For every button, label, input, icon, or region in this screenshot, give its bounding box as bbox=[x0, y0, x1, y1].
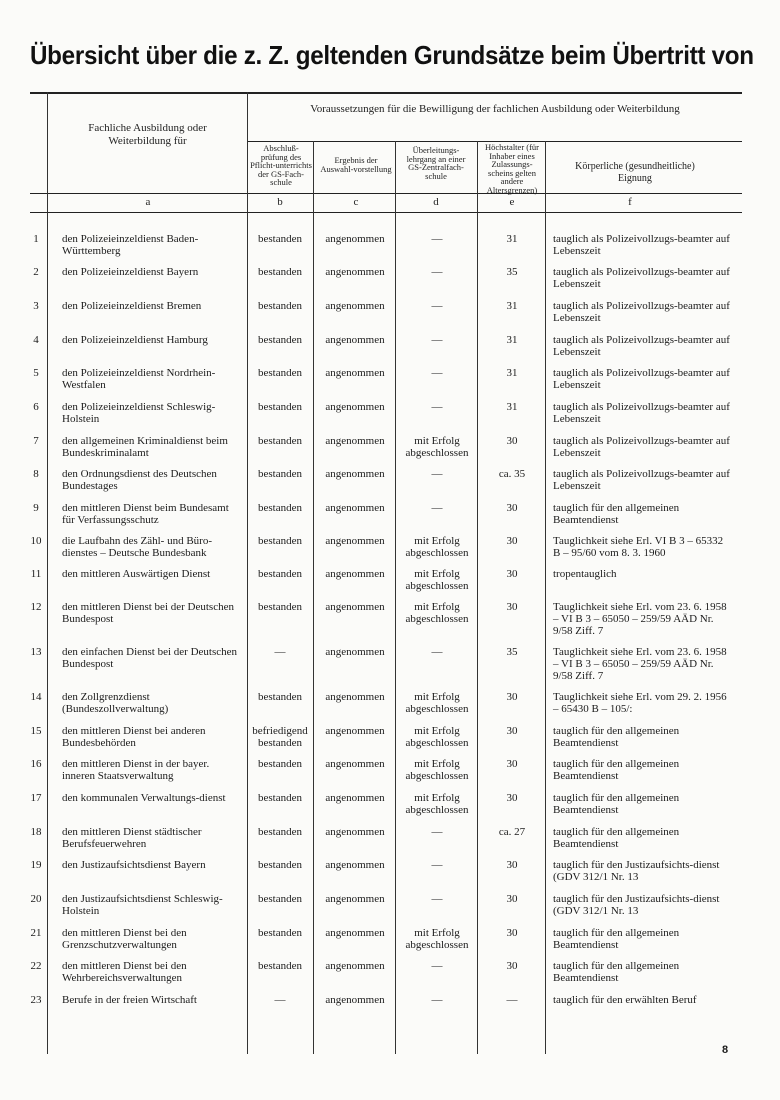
table-row bbox=[0, 646, 780, 690]
cell-exam: — bbox=[274, 646, 286, 658]
column-letter-e: e bbox=[509, 196, 515, 208]
cell-selection: angenommen bbox=[325, 691, 385, 703]
cell-selection: angenommen bbox=[325, 893, 385, 905]
cell-max-age: 30 bbox=[506, 535, 518, 547]
cell-fitness: Tauglichkeit siehe Erl. vom 29. 2. 1956 – 65430 B – 105/: bbox=[553, 691, 727, 715]
cell-selection: angenommen bbox=[325, 334, 385, 346]
cell-fitness: tauglich für den Justizaufsichts-dienst (GDV 312/1 Nr. 13 bbox=[553, 859, 720, 883]
cell-training: den Polizeieinzeldienst Baden-Württemberg bbox=[62, 233, 199, 257]
row-number: 10 bbox=[30, 535, 42, 547]
cell-max-age: 31 bbox=[506, 300, 518, 312]
cell-training: den Polizeieinzeldienst Nordrhein-Westfalen bbox=[62, 367, 216, 391]
cell-training: den mittleren Dienst städtischer Berufsfeuerwehren bbox=[62, 826, 202, 850]
cell-selection: angenommen bbox=[325, 758, 385, 770]
table-row bbox=[0, 826, 780, 860]
cell-course: — bbox=[431, 994, 443, 1006]
cell-fitness: tauglich als Polizeivollzugs-beamter auf Lebenszeit bbox=[553, 435, 730, 459]
cell-fitness: tauglich für den allgemeinen Beamtendienst bbox=[553, 927, 680, 951]
row-number: 6 bbox=[33, 401, 39, 413]
cell-max-age: 30 bbox=[506, 691, 518, 703]
row-number: 3 bbox=[33, 300, 39, 312]
cell-training: den kommunalen Verwaltungs-dienst bbox=[62, 792, 226, 804]
cell-max-age: 30 bbox=[506, 568, 518, 580]
row-number: 15 bbox=[30, 725, 42, 737]
cell-exam: bestanden bbox=[258, 927, 302, 939]
table-row bbox=[0, 468, 780, 502]
cell-max-age: 35 bbox=[506, 266, 518, 278]
cell-course: — bbox=[431, 300, 443, 312]
cell-max-age: 30 bbox=[506, 927, 518, 939]
cell-training: den mittleren Dienst in der bayer. inneren Staatsverwaltung bbox=[62, 758, 210, 782]
cell-selection: angenommen bbox=[325, 367, 385, 379]
column-letter-d: d bbox=[433, 196, 439, 208]
table-row bbox=[0, 927, 780, 961]
cell-exam: bestanden bbox=[258, 758, 302, 770]
column-letter-c: c bbox=[353, 196, 359, 208]
cell-fitness: tauglich als Polizeivollzugs-beamter auf Lebenszeit bbox=[553, 233, 730, 257]
cell-training: Berufe in der freien Wirtschaft bbox=[62, 994, 197, 1006]
cell-selection: angenommen bbox=[325, 535, 385, 547]
row-number: 22 bbox=[30, 960, 42, 972]
cell-training: den mittleren Auswärtigen Dienst bbox=[62, 568, 211, 580]
cell-course: — bbox=[431, 893, 443, 905]
cell-course: — bbox=[431, 401, 443, 413]
column-letter-a: a bbox=[145, 196, 151, 208]
cell-exam: bestanden bbox=[258, 401, 302, 413]
cell-selection: angenommen bbox=[325, 927, 385, 939]
cell-exam: bestanden bbox=[258, 266, 302, 278]
header-top-rule bbox=[30, 92, 742, 94]
header-col-b: Abschluß-prüfung des Pflicht-unterrichts der GS-Fach-schule bbox=[250, 143, 312, 187]
cell-fitness: tauglich für den allgemeinen Beamtendienst bbox=[553, 502, 680, 526]
cell-max-age: 30 bbox=[506, 502, 518, 514]
cell-course: mit Erfolg abgeschlossen bbox=[405, 568, 469, 592]
cell-selection: angenommen bbox=[325, 994, 385, 1006]
cell-exam: bestanden bbox=[258, 535, 302, 547]
cell-course: mit Erfolg abgeschlossen bbox=[405, 601, 469, 625]
row-number: 8 bbox=[33, 468, 39, 480]
header-col-c: Ergebnis der Auswahl-vorstellung bbox=[320, 155, 392, 174]
cell-training: den einfachen Dienst bei der Deutschen Bundespost bbox=[62, 646, 238, 670]
cell-course: mit Erfolg abgeschlossen bbox=[405, 535, 469, 559]
cell-course: mit Erfolg abgeschlossen bbox=[405, 435, 469, 459]
cell-exam: bestanden bbox=[258, 960, 302, 972]
cell-training: den Polizeieinzeldienst Bayern bbox=[62, 266, 199, 278]
table-row bbox=[0, 859, 780, 893]
cell-exam: bestanden bbox=[258, 826, 302, 838]
cell-course: — bbox=[431, 334, 443, 346]
row-number: 20 bbox=[30, 893, 42, 905]
cell-exam: bestanden bbox=[258, 893, 302, 905]
cell-max-age: 30 bbox=[506, 758, 518, 770]
cell-max-age: 30 bbox=[506, 893, 518, 905]
cell-fitness: tauglich als Polizeivollzugs-beamter auf Lebenszeit bbox=[553, 367, 730, 391]
cell-max-age: 31 bbox=[506, 367, 518, 379]
cell-training: den mittleren Dienst bei den Grenzschutzverwaltungen bbox=[62, 927, 187, 951]
cell-fitness: tauglich als Polizeivollzugs-beamter auf Lebenszeit bbox=[553, 468, 730, 492]
cell-training: den Polizeieinzeldienst Bremen bbox=[62, 300, 202, 312]
table-row bbox=[0, 994, 780, 1028]
cell-selection: angenommen bbox=[325, 859, 385, 871]
cell-exam: befriedigend bestanden bbox=[252, 725, 308, 749]
row-number: 9 bbox=[33, 502, 39, 514]
cell-selection: angenommen bbox=[325, 826, 385, 838]
header-col-f: Körperliche (gesundheitliche) Eignung bbox=[575, 161, 695, 184]
table-row bbox=[0, 691, 780, 725]
cell-training: den Justizaufsichtsdienst Bayern bbox=[62, 859, 206, 871]
header-bottom-rule bbox=[30, 193, 742, 194]
header-col-e: Höchstalter (für Inhaber eines Zulassungs-scheins gelten andere Altersgrenzen) bbox=[484, 142, 540, 195]
cell-fitness: tauglich für den Justizaufsichts-dienst (GDV 312/1 Nr. 13 bbox=[553, 893, 720, 917]
cell-max-age: 30 bbox=[506, 792, 518, 804]
row-number: 18 bbox=[30, 826, 42, 838]
table-row bbox=[0, 233, 780, 267]
cell-fitness: tropentauglich bbox=[553, 568, 617, 580]
cell-max-age: — bbox=[506, 994, 518, 1006]
cell-selection: angenommen bbox=[325, 435, 385, 447]
cell-fitness: tauglich als Polizeivollzugs-beamter auf Lebenszeit bbox=[553, 334, 730, 358]
cell-course: — bbox=[431, 826, 443, 838]
cell-course: mit Erfolg abgeschlossen bbox=[405, 792, 469, 816]
cell-training: den mittleren Dienst bei anderen Bundesbehörden bbox=[62, 725, 206, 749]
cell-selection: angenommen bbox=[325, 502, 385, 514]
table-header bbox=[0, 0, 780, 230]
table-row bbox=[0, 568, 780, 602]
cell-selection: angenommen bbox=[325, 468, 385, 480]
cell-selection: angenommen bbox=[325, 300, 385, 312]
cell-training: den mittleren Dienst bei der Deutschen Bundespost bbox=[62, 601, 234, 625]
cell-training: den Zollgrenzdienst (Bundeszollverwaltung) bbox=[62, 691, 169, 715]
row-number: 12 bbox=[30, 601, 42, 613]
cell-fitness: tauglich als Polizeivollzugs-beamter auf Lebenszeit bbox=[553, 401, 730, 425]
cell-selection: angenommen bbox=[325, 792, 385, 804]
cell-exam: bestanden bbox=[258, 367, 302, 379]
cell-course: mit Erfolg abgeschlossen bbox=[405, 691, 469, 715]
row-number: 23 bbox=[30, 994, 42, 1006]
cell-training: den Polizeieinzeldienst Schleswig-Holstein bbox=[62, 401, 216, 425]
cell-selection: angenommen bbox=[325, 646, 385, 658]
cell-max-age: ca. 27 bbox=[498, 826, 526, 838]
row-number: 21 bbox=[30, 927, 42, 939]
cell-training: den Justizaufsichtsdienst Schleswig-Holstein bbox=[62, 893, 223, 917]
cell-exam: bestanden bbox=[258, 601, 302, 613]
row-number: 2 bbox=[33, 266, 39, 278]
cell-exam: bestanden bbox=[258, 233, 302, 245]
cell-exam: bestanden bbox=[258, 334, 302, 346]
column-letter-f: f bbox=[628, 196, 632, 208]
cell-course: — bbox=[431, 266, 443, 278]
row-number: 7 bbox=[33, 435, 39, 447]
row-number: 11 bbox=[30, 568, 42, 580]
cell-exam: bestanden bbox=[258, 468, 302, 480]
cell-selection: angenommen bbox=[325, 233, 385, 245]
cell-max-age: 30 bbox=[506, 859, 518, 871]
table-row bbox=[0, 893, 780, 927]
cell-exam: bestanden bbox=[258, 435, 302, 447]
table-row bbox=[0, 601, 780, 645]
table-row bbox=[0, 435, 780, 469]
cell-course: mit Erfolg abgeschlossen bbox=[405, 758, 469, 782]
cell-max-age: ca. 35 bbox=[498, 468, 526, 480]
row-number: 4 bbox=[33, 334, 39, 346]
page-number: 8 bbox=[722, 1044, 729, 1056]
cell-exam: bestanden bbox=[258, 792, 302, 804]
cell-training: den Polizeieinzeldienst Hamburg bbox=[62, 334, 208, 346]
cell-course: — bbox=[431, 233, 443, 245]
cell-exam: — bbox=[274, 994, 286, 1006]
cell-selection: angenommen bbox=[325, 568, 385, 580]
cell-selection: angenommen bbox=[325, 960, 385, 972]
cell-course: — bbox=[431, 646, 443, 658]
letters-bottom-rule bbox=[30, 212, 742, 213]
table-row bbox=[0, 367, 780, 401]
cell-fitness: tauglich für den erwählten Beruf bbox=[553, 994, 697, 1006]
table-row bbox=[0, 300, 780, 334]
row-number: 16 bbox=[30, 758, 42, 770]
cell-selection: angenommen bbox=[325, 266, 385, 278]
row-number: 5 bbox=[33, 367, 39, 379]
table-row bbox=[0, 535, 780, 569]
row-number: 13 bbox=[30, 646, 42, 658]
cell-selection: angenommen bbox=[325, 601, 385, 613]
cell-max-age: 31 bbox=[506, 401, 518, 413]
table-row bbox=[0, 758, 780, 792]
header-col-d: Überleitungs-lehrgang an einer GS-Zentralfach-schule bbox=[406, 145, 466, 181]
cell-course: — bbox=[431, 502, 443, 514]
cell-training: den mittleren Dienst beim Bundesamt für Verfassungsschutz bbox=[62, 502, 229, 526]
cell-course: — bbox=[431, 859, 443, 871]
cell-max-age: 30 bbox=[506, 960, 518, 972]
cell-fitness: tauglich für den allgemeinen Beamtendienst bbox=[553, 826, 680, 850]
cell-exam: bestanden bbox=[258, 502, 302, 514]
column-letter-b: b bbox=[277, 196, 283, 208]
table-row bbox=[0, 401, 780, 435]
cell-training: den mittleren Dienst bei den Wehrbereichsverwaltungen bbox=[62, 960, 187, 984]
cell-fitness: tauglich für den allgemeinen Beamtendienst bbox=[553, 725, 680, 749]
table-row bbox=[0, 725, 780, 759]
cell-course: mit Erfolg abgeschlossen bbox=[405, 725, 469, 749]
cell-fitness: tauglich für den allgemeinen Beamtendienst bbox=[553, 792, 680, 816]
cell-course: — bbox=[431, 468, 443, 480]
cell-selection: angenommen bbox=[325, 725, 385, 737]
cell-exam: bestanden bbox=[258, 568, 302, 580]
cell-max-age: 30 bbox=[506, 435, 518, 447]
header-group: Voraussetzungen für die Bewilligung der fachlichen Ausbildung oder Weiterbildung bbox=[310, 103, 680, 115]
cell-selection: angenommen bbox=[325, 401, 385, 413]
cell-training: die Laufbahn des Zähl- und Büro-dienstes – Deutsche Bundesbank bbox=[62, 535, 212, 559]
cell-max-age: 31 bbox=[506, 233, 518, 245]
cell-course: — bbox=[431, 960, 443, 972]
cell-course: — bbox=[431, 367, 443, 379]
table-row bbox=[0, 334, 780, 368]
table-row bbox=[0, 502, 780, 536]
table-row bbox=[0, 792, 780, 826]
page-title: Übersicht über die z. Z. geltenden Grundsätze beim Übertritt von bbox=[30, 40, 754, 70]
cell-course: mit Erfolg abgeschlossen bbox=[405, 927, 469, 951]
row-number: 19 bbox=[30, 859, 42, 871]
cell-training: den Ordnungsdienst des Deutschen Bundestages bbox=[62, 468, 217, 492]
cell-fitness: Tauglichkeit siehe Erl. vom 23. 6. 1958 – VI B 3 – 65050 – 259/59 AÄD Nr. 9/58 Ziff. 7 bbox=[553, 646, 727, 682]
cell-max-age: 31 bbox=[506, 334, 518, 346]
table-row bbox=[0, 266, 780, 300]
cell-fitness: tauglich für den allgemeinen Beamtendienst bbox=[553, 960, 680, 984]
cell-fitness: Tauglichkeit siehe Erl. VI B 3 – 65332 B – 95/60 vom 8. 3. 1960 bbox=[553, 535, 724, 559]
cell-fitness: tauglich als Polizeivollzugs-beamter auf Lebenszeit bbox=[553, 266, 730, 290]
cell-fitness: tauglich für den allgemeinen Beamtendienst bbox=[553, 758, 680, 782]
cell-fitness: tauglich als Polizeivollzugs-beamter auf Lebenszeit bbox=[553, 300, 730, 324]
cell-fitness: Tauglichkeit siehe Erl. vom 23. 6. 1958 – VI B 3 – 65050 – 259/59 AÄD Nr. 9/58 Ziff. 7 bbox=[553, 601, 727, 637]
row-number: 1 bbox=[33, 233, 39, 245]
row-number: 14 bbox=[30, 691, 42, 703]
cell-max-age: 30 bbox=[506, 601, 518, 613]
header-col-a: Fachliche Ausbildung oder Weiterbildung für bbox=[88, 122, 207, 148]
cell-exam: bestanden bbox=[258, 859, 302, 871]
table-row bbox=[0, 960, 780, 994]
cell-exam: bestanden bbox=[258, 300, 302, 312]
cell-max-age: 30 bbox=[506, 725, 518, 737]
cell-exam: bestanden bbox=[258, 691, 302, 703]
cell-max-age: 35 bbox=[506, 646, 518, 658]
row-number: 17 bbox=[30, 792, 42, 804]
cell-training: den allgemeinen Kriminaldienst beim Bundeskriminalamt bbox=[62, 435, 228, 459]
